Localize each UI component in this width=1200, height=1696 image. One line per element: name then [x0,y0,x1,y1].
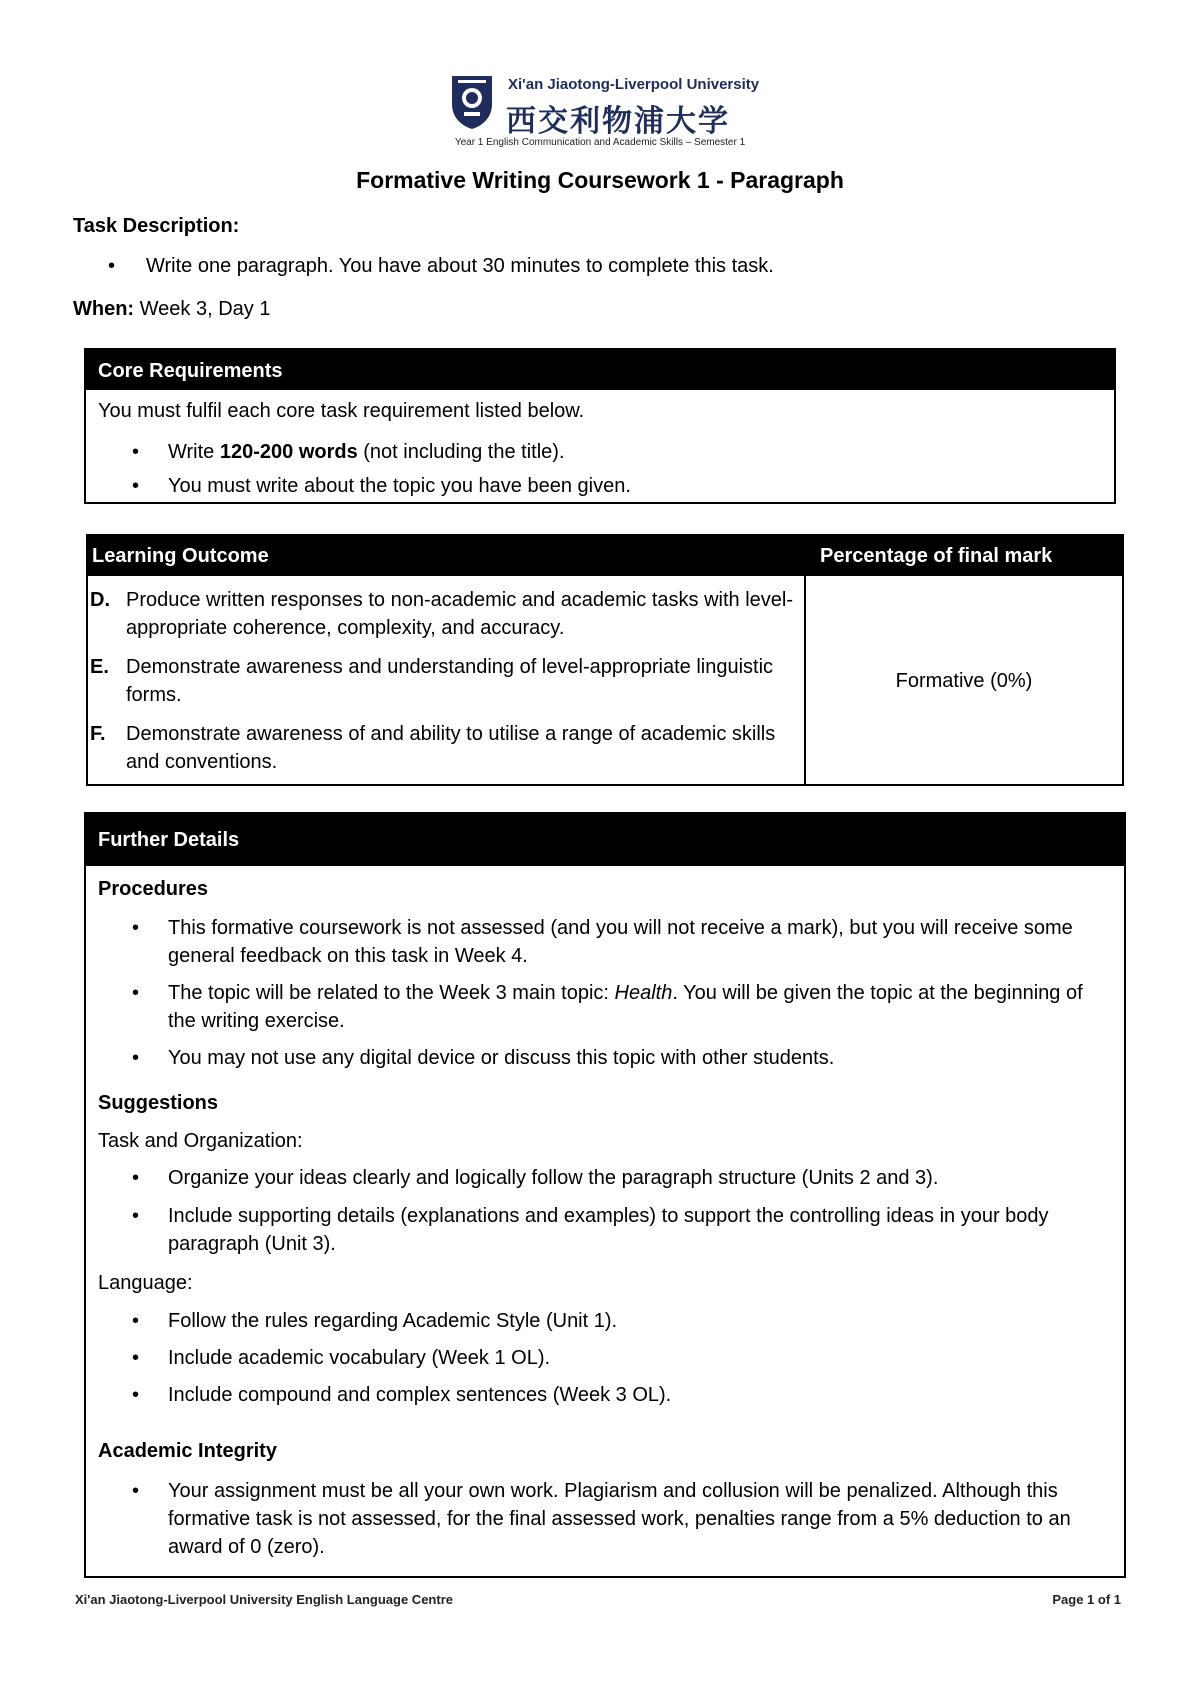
core-b1-post: (not including the title). [357,441,565,463]
language-bullet-1-text: Follow the rules regarding Academic Style (Unit 1). [168,1310,618,1332]
bullet-icon: • [132,1167,140,1189]
core-b1-pre: Write [168,441,220,463]
bullet-icon: • [132,1384,140,1406]
core-bullet-topic-text: You must write about the topic you have been given. [168,475,631,497]
topic-pre: The topic will be related to the Week 3 main topic: [168,982,615,1004]
course-subline: Year 1 English Communication and Academic Skills – Semester 1 [454,137,746,148]
outcome-text: Demonstrate awareness of and ability to utilise a range of academic skills and conventions. [126,723,776,773]
bullet-icon: • [108,255,116,277]
bullet-icon: • [132,917,140,939]
core-requirements-heading: Core Requirements [86,350,1114,390]
task-organization-label: Task and Organization: [98,1130,303,1152]
bullet-icon: • [132,1047,140,1069]
academic-integrity-heading: Academic Integrity [98,1440,277,1462]
procedure-bullet-3-text: You may not use any digital device or discuss this topic with other students. [168,1047,835,1069]
further-details-box [84,812,1126,1578]
footer-page-number: Page 1 of 1 [1052,1592,1121,1607]
procedure-bullet-2-text [168,979,1108,1035]
bullet-icon: • [132,441,140,463]
learning-outcome-col-header: Learning Outcome [92,545,269,567]
bullet-icon: • [132,982,140,1004]
percentage-value: Formative (0%) [895,669,1033,692]
footer-centre-name: Xi'an Jiaotong-Liverpool University English Language Centre [75,1592,453,1607]
word-count: 120-200 words [219,441,358,463]
when-line [73,298,270,321]
bullet-icon: • [132,475,140,497]
outcome-text: Demonstrate awareness and understanding of level-appropriate linguistic forms. [126,656,774,706]
bullet-icon: • [132,1480,140,1502]
integrity-bullet-text: Your assignment must be all your own work. Plagiarism and collusion will be penalized. Although this formative task is not assessed, for the final assessed work, penalties range from a 5% deduction to an award of 0 (zero). [168,1480,1071,1558]
university-logo [450,74,770,138]
procedure-bullet-1-text: This formative coursework is not assessed (and you will not receive a mark), but you will receive some general feedback on this task in Week 4. [168,917,1073,967]
bullet-icon: • [132,1205,140,1227]
university-name-cn: 西交利物浦大学 [506,104,730,139]
crest-icon [450,74,494,130]
university-name-en: Xi'an Jiaotong-Liverpool University [508,76,760,93]
bullet-icon: • [132,1310,140,1332]
language-label: Language: [98,1272,193,1294]
language-bullet-2-text: Include academic vocabulary (Week 1 OL). [168,1347,551,1369]
outcome-letter: D. [90,589,110,611]
outcome-text: Produce written responses to non-academic and academic tasks with level-appropriate coherence, complexity, and accuracy. [126,589,793,639]
language-bullet-3-text: Include compound and complex sentences (Week 3 OL). [168,1384,672,1406]
when-label: When: [73,298,135,320]
task-bullet-text: Write one paragraph. You have about 30 minutes to complete this task. [146,255,774,277]
outcome-letter: F. [90,723,106,745]
suggestion-bullet-1-text: Organize your ideas clearly and logically follow the paragraph structure (Units 2 and 3). [168,1167,939,1189]
suggestion-bullet-2-text: Include supporting details (explanations and examples) to support the controlling ideas in your body paragraph (Unit 3). [168,1205,1049,1255]
core-bullet-words-text [168,438,565,466]
procedures-heading: Procedures [98,878,209,900]
learning-outcome-header-row [88,536,1122,576]
bullet-icon: • [132,1347,140,1369]
task-description-heading: Task Description: [73,215,240,237]
learning-outcome-table [86,534,1124,786]
core-intro: You must fulfil each core task requirement listed below. [98,400,585,422]
percentage-col-header: Percentage of final mark [820,545,1053,567]
suggestions-heading: Suggestions [98,1092,219,1114]
outcome-letter: E. [90,656,109,678]
further-details-heading: Further Details [86,814,1124,866]
topic-health: Health [614,982,673,1004]
document-title: Formative Writing Coursework 1 - Paragraph [356,167,844,193]
when-value: Week 3, Day 1 [139,298,271,320]
core-requirements-box [84,348,1116,504]
topic-post: . You will be given the topic at the beginning of the writing exercise. [168,982,1083,1032]
